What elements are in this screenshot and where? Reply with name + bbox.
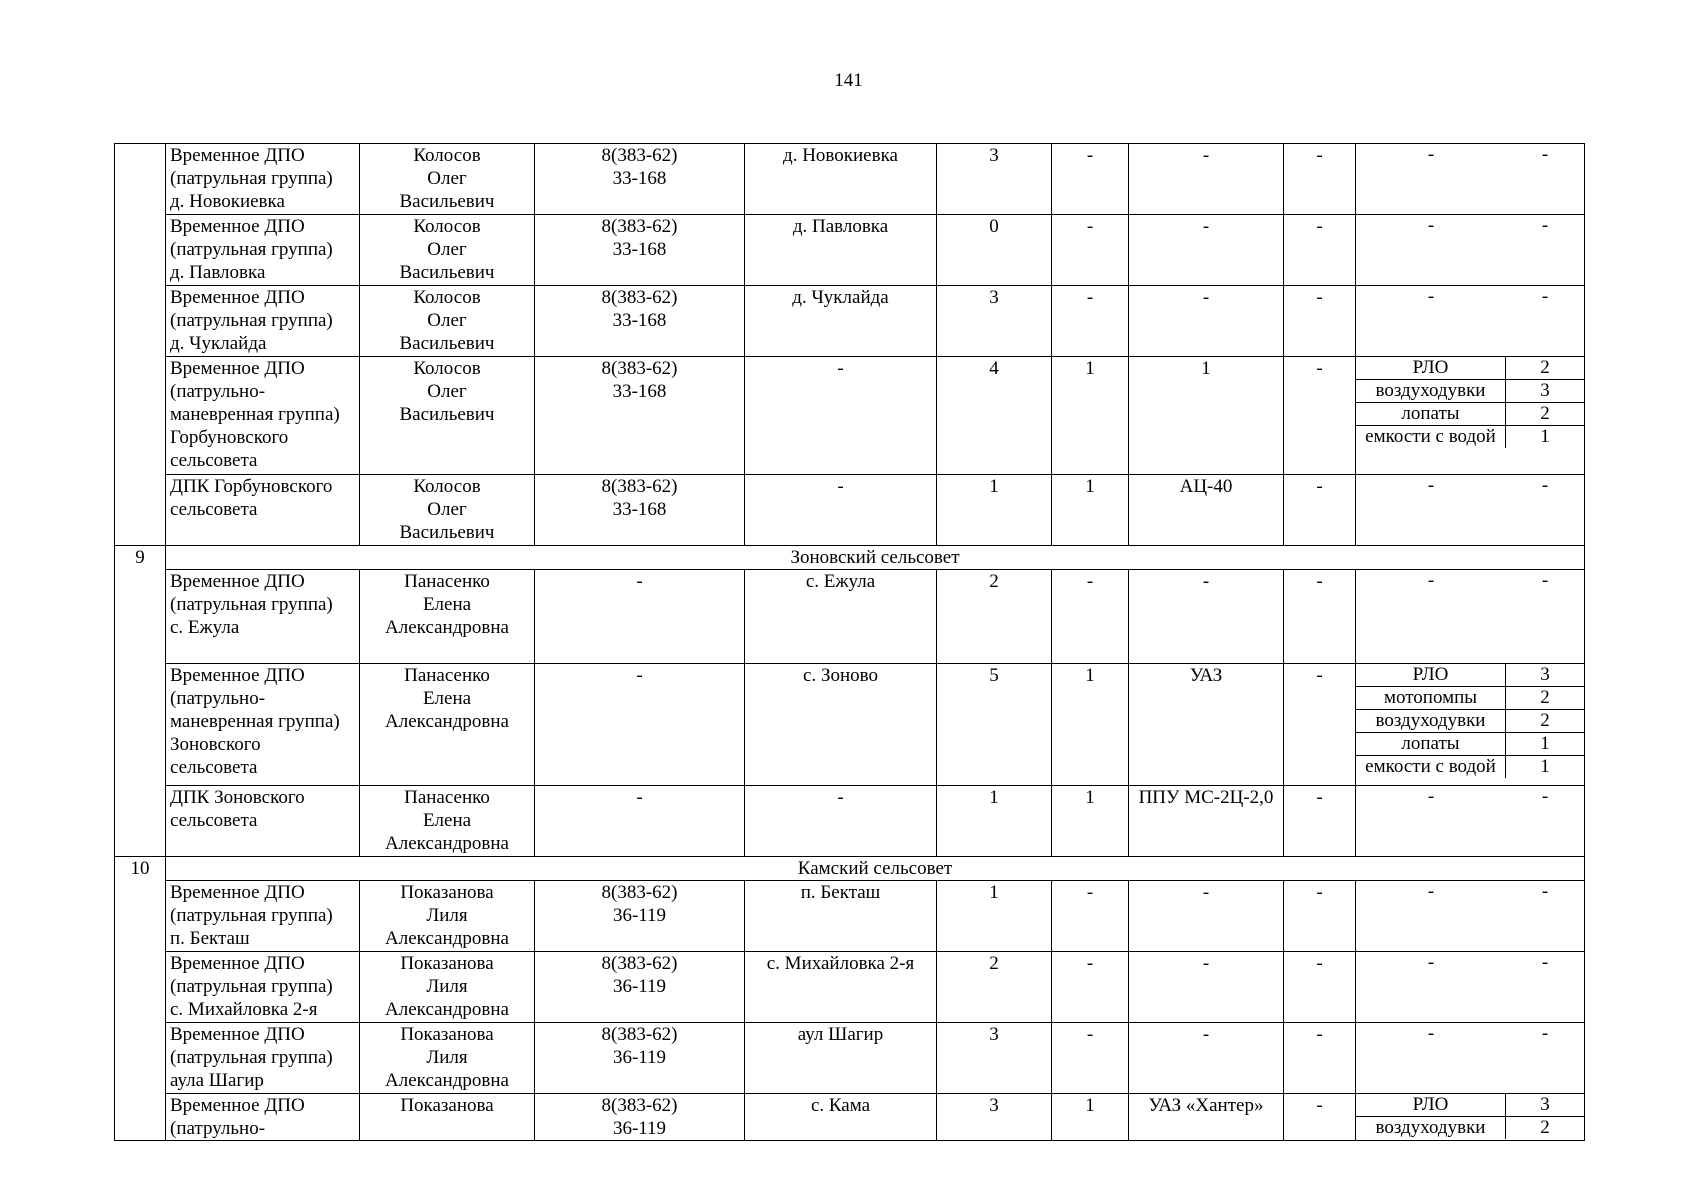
location-cell: с. Михайловка 2-я	[745, 952, 937, 1023]
equipment-row	[1356, 215, 1584, 237]
equipment-row	[1356, 687, 1584, 710]
equipment-row	[1356, 144, 1584, 166]
equipment-list	[1356, 881, 1584, 903]
equipment-count: -	[1541, 881, 1549, 902]
equipment-item: -	[1427, 144, 1435, 165]
equipment-list	[1356, 1094, 1584, 1139]
equipment-list	[1356, 786, 1584, 808]
head-name-cell: Колосов Олег Васильевич	[360, 144, 535, 215]
page-number: 141	[834, 70, 863, 91]
location-cell: -	[745, 475, 937, 546]
personnel-count-cell: 3	[937, 1023, 1052, 1094]
equipment-list	[1356, 357, 1584, 448]
head-name-cell: Колосов Олег Васильевич	[360, 215, 535, 286]
equipment-row	[1356, 1023, 1584, 1045]
vehicle-type-cell: -	[1129, 215, 1284, 286]
equipment-row	[1356, 380, 1584, 403]
table-row	[115, 144, 1585, 215]
equipment-item: -	[1427, 570, 1435, 591]
vehicle-count-cell: 1	[1052, 664, 1129, 786]
equipment-list	[1356, 952, 1584, 974]
equipment-cell	[1356, 1094, 1585, 1141]
head-name-cell: Показанова Лиля Александровна	[360, 952, 535, 1023]
equipment-item: емкости с водой	[1356, 426, 1506, 449]
section-title: Камский сельсовет	[166, 857, 1585, 881]
personnel-count-cell: 5	[937, 664, 1052, 786]
personnel-count-cell: 3	[937, 144, 1052, 215]
personnel-count-cell: 3	[937, 286, 1052, 357]
vehicle-type-cell: УАЗ «Хантер»	[1129, 1094, 1284, 1141]
phone-cell: -	[535, 570, 745, 664]
unit-name-cell: Временное ДПО (патрульно- маневренная группа) Горбуновского сельсовета	[166, 357, 360, 475]
equipment-count: -	[1541, 475, 1549, 496]
equipment-list	[1356, 475, 1584, 497]
equipment-row	[1356, 710, 1584, 733]
equipment-count: 3	[1506, 1094, 1585, 1117]
unit-name-cell: Временное ДПО (патрульно- маневренная группа) Зоновского сельсовета	[166, 664, 360, 786]
equipment-item: -	[1427, 215, 1435, 236]
table-row	[115, 881, 1585, 952]
phone-cell: 8(383-62) 33-168	[535, 357, 745, 475]
equipment-count: -	[1541, 286, 1549, 307]
extra-cell: -	[1284, 570, 1356, 664]
phone-cell: 8(383-62) 36-119	[535, 881, 745, 952]
personnel-count-cell: 1	[937, 786, 1052, 857]
equipment-count: -	[1541, 215, 1549, 236]
table-row	[115, 475, 1585, 546]
table-row	[115, 1094, 1585, 1141]
section-title: Зоновский сельсовет	[166, 546, 1585, 570]
equipment-cell	[1356, 786, 1585, 857]
equipment-count: 1	[1506, 733, 1585, 756]
phone-cell: 8(383-62) 36-119	[535, 952, 745, 1023]
equipment-list	[1356, 286, 1584, 308]
personnel-count-cell: 2	[937, 570, 1052, 664]
equipment-cell	[1356, 286, 1585, 357]
unit-name-cell: Временное ДПО (патрульная группа) д. Павловка	[166, 215, 360, 286]
location-cell: п. Бекташ	[745, 881, 937, 952]
personnel-count-cell: 2	[937, 952, 1052, 1023]
extra-cell: -	[1284, 475, 1356, 546]
unit-name-cell: Временное ДПО (патрульная группа) с. Михайловка 2-я	[166, 952, 360, 1023]
equipment-cell	[1356, 215, 1585, 286]
equipment-count: -	[1541, 1023, 1549, 1044]
vehicle-type-cell: -	[1129, 570, 1284, 664]
equipment-cell	[1356, 664, 1585, 786]
vehicle-count-cell: 1	[1052, 475, 1129, 546]
vehicle-count-cell: 1	[1052, 1094, 1129, 1141]
equipment-list	[1356, 664, 1584, 778]
equipment-item: РЛО	[1412, 357, 1449, 378]
equipment-count: 2	[1506, 357, 1585, 380]
row-number-cell	[115, 144, 166, 546]
extra-cell: -	[1284, 664, 1356, 786]
table-row	[115, 786, 1585, 857]
vehicle-type-cell: -	[1129, 952, 1284, 1023]
equipment-list	[1356, 215, 1584, 237]
extra-cell: -	[1284, 786, 1356, 857]
unit-name-cell: ДПК Горбуновского сельсовета	[166, 475, 360, 546]
equipment-cell	[1356, 475, 1585, 546]
row-number-cell: 10	[115, 857, 166, 1141]
equipment-cell	[1356, 144, 1585, 215]
equipment-cell	[1356, 570, 1585, 664]
equipment-list	[1356, 144, 1584, 166]
personnel-count-cell: 1	[937, 881, 1052, 952]
unit-name-cell: Временное ДПО (патрульная группа) д. Новокиевка	[166, 144, 360, 215]
unit-name-cell: ДПК Зоновского сельсовета	[166, 786, 360, 857]
personnel-count-cell: 3	[937, 1094, 1052, 1141]
vehicle-count-cell: -	[1052, 881, 1129, 952]
equipment-count: 2	[1506, 687, 1585, 710]
equipment-row	[1356, 286, 1584, 308]
equipment-item: воздуходувки	[1356, 710, 1506, 733]
head-name-cell: Колосов Олег Васильевич	[360, 475, 535, 546]
equipment-count: -	[1541, 144, 1549, 165]
equipment-row	[1356, 756, 1584, 779]
head-name-cell: Панасенко Елена Александровна	[360, 664, 535, 786]
phone-cell: 8(383-62) 33-168	[535, 475, 745, 546]
unit-name-cell: Временное ДПО (патрульно-	[166, 1094, 360, 1141]
vehicle-type-cell: -	[1129, 144, 1284, 215]
phone-cell: 8(383-62) 33-168	[535, 215, 745, 286]
section-row	[115, 857, 1585, 881]
table-row	[115, 286, 1585, 357]
unit-name-cell: Временное ДПО (патрульная группа) п. Бекташ	[166, 881, 360, 952]
equipment-count: 1	[1506, 756, 1585, 779]
equipment-count: -	[1541, 570, 1549, 591]
equipment-row	[1356, 786, 1584, 808]
equipment-count: 1	[1506, 426, 1585, 449]
vehicle-type-cell: АЦ-40	[1129, 475, 1284, 546]
vehicle-type-cell: -	[1129, 1023, 1284, 1094]
equipment-item: РЛО	[1412, 1094, 1449, 1115]
location-cell: -	[745, 357, 937, 475]
equipment-item: воздуходувки	[1356, 380, 1506, 403]
location-cell: д. Павловка	[745, 215, 937, 286]
extra-cell: -	[1284, 144, 1356, 215]
head-name-cell: Показанова Лиля Александровна	[360, 881, 535, 952]
equipment-item: воздуходувки	[1356, 1117, 1506, 1140]
vehicle-count-cell: 1	[1052, 357, 1129, 475]
extra-cell: -	[1284, 286, 1356, 357]
extra-cell: -	[1284, 952, 1356, 1023]
personnel-count-cell: 1	[937, 475, 1052, 546]
extra-cell: -	[1284, 1023, 1356, 1094]
vehicle-count-cell: -	[1052, 144, 1129, 215]
extra-cell: -	[1284, 215, 1356, 286]
equipment-item: мотопомпы	[1356, 687, 1506, 710]
equipment-list	[1356, 1023, 1584, 1045]
equipment-count: -	[1541, 952, 1549, 973]
equipment-item: РЛО	[1412, 664, 1449, 685]
equipment-count: 2	[1506, 1117, 1585, 1140]
vehicle-count-cell: -	[1052, 286, 1129, 357]
vehicle-count-cell: -	[1052, 1023, 1129, 1094]
equipment-row	[1356, 475, 1584, 497]
equipment-row	[1356, 952, 1584, 974]
phone-cell: 8(383-62) 36-119	[535, 1023, 745, 1094]
equipment-item: лопаты	[1356, 733, 1506, 756]
row-number-cell: 9	[115, 546, 166, 857]
personnel-count-cell: 4	[937, 357, 1052, 475]
location-cell: с. Зоново	[745, 664, 937, 786]
vehicle-type-cell: УАЗ	[1129, 664, 1284, 786]
head-name-cell: Колосов Олег Васильевич	[360, 357, 535, 475]
head-name-cell: Колосов Олег Васильевич	[360, 286, 535, 357]
equipment-cell	[1356, 952, 1585, 1023]
equipment-count: 3	[1506, 664, 1585, 687]
unit-name-cell: Временное ДПО (патрульная группа) д. Чуклайда	[166, 286, 360, 357]
equipment-list	[1356, 570, 1584, 592]
table-row	[115, 570, 1585, 664]
equipment-item: емкости с водой	[1356, 756, 1506, 779]
equipment-row	[1356, 1117, 1584, 1140]
equipment-row	[1356, 881, 1584, 903]
equipment-row	[1356, 426, 1584, 449]
phone-cell: 8(383-62) 33-168	[535, 286, 745, 357]
equipment-cell	[1356, 1023, 1585, 1094]
table-row	[115, 664, 1585, 786]
unit-name-cell: Временное ДПО (патрульная группа) с. Ежула	[166, 570, 360, 664]
equipment-row	[1356, 1094, 1584, 1117]
head-name-cell: Показанова	[360, 1094, 535, 1141]
table-row	[115, 952, 1585, 1023]
location-cell: с. Ежула	[745, 570, 937, 664]
equipment-count: -	[1541, 786, 1549, 807]
equipment-count: 2	[1506, 710, 1585, 733]
table-row	[115, 215, 1585, 286]
equipment-item: -	[1427, 952, 1435, 973]
equipment-item: -	[1427, 786, 1435, 807]
equipment-row	[1356, 733, 1584, 756]
equipment-item: лопаты	[1356, 403, 1506, 426]
extra-cell: -	[1284, 357, 1356, 475]
location-cell: д. Новокиевка	[745, 144, 937, 215]
extra-cell: -	[1284, 881, 1356, 952]
phone-cell: 8(383-62) 36-119	[535, 1094, 745, 1141]
equipment-item: -	[1427, 881, 1435, 902]
location-cell: д. Чуклайда	[745, 286, 937, 357]
vehicle-count-cell: 1	[1052, 786, 1129, 857]
equipment-count: 3	[1506, 380, 1585, 403]
equipment-row	[1356, 357, 1584, 380]
phone-cell: -	[535, 786, 745, 857]
vehicle-type-cell: -	[1129, 286, 1284, 357]
personnel-count-cell: 0	[937, 215, 1052, 286]
unit-name-cell: Временное ДПО (патрульная группа) аула Шагир	[166, 1023, 360, 1094]
extra-cell: -	[1284, 1094, 1356, 1141]
vehicle-type-cell: 1	[1129, 357, 1284, 475]
location-cell: -	[745, 786, 937, 857]
location-cell: с. Кама	[745, 1094, 937, 1141]
equipment-cell	[1356, 881, 1585, 952]
table-row	[115, 357, 1585, 475]
equipment-item: -	[1427, 475, 1435, 496]
equipment-cell	[1356, 357, 1585, 475]
vehicle-type-cell: -	[1129, 881, 1284, 952]
phone-cell: 8(383-62) 33-168	[535, 144, 745, 215]
equipment-row	[1356, 403, 1584, 426]
equipment-count: 2	[1506, 403, 1585, 426]
vehicle-count-cell: -	[1052, 570, 1129, 664]
head-name-cell: Панасенко Елена Александровна	[360, 786, 535, 857]
vehicle-type-cell: ППУ МС-2Ц-2,0	[1129, 786, 1284, 857]
phone-cell: -	[535, 664, 745, 786]
section-row	[115, 546, 1585, 570]
equipment-item: -	[1427, 1023, 1435, 1044]
equipment-row	[1356, 570, 1584, 592]
vehicle-count-cell: -	[1052, 952, 1129, 1023]
head-name-cell: Показанова Лиля Александровна	[360, 1023, 535, 1094]
table-row	[115, 1023, 1585, 1094]
fire-units-table	[114, 143, 1585, 1141]
equipment-row	[1356, 664, 1584, 687]
vehicle-count-cell: -	[1052, 215, 1129, 286]
head-name-cell: Панасенко Елена Александровна	[360, 570, 535, 664]
equipment-item: -	[1427, 286, 1435, 307]
location-cell: аул Шагир	[745, 1023, 937, 1094]
